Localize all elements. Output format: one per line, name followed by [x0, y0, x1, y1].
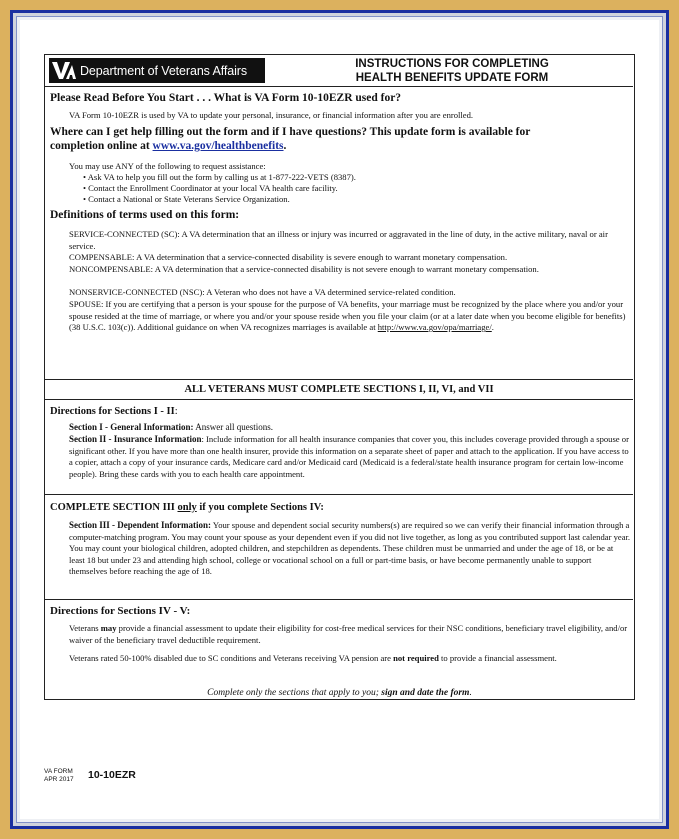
intro-text: VA Form 10-10EZR is used by VA to update your personal, insurance, or financial information after you are enrolled. — [69, 110, 474, 120]
marriage-guidance-link[interactable]: http://www.va.gov/opa/marriage/ — [377, 322, 492, 333]
definition-sc: SERVICE-CONNECTED (SC): A VA determination that an illness or injury was incurred or aggravated in the line of duty, in the active military, naval or air service. — [69, 229, 608, 251]
assist-intro: You may use ANY of the following to request assistance: — [69, 161, 266, 171]
instructions-form — [44, 54, 635, 700]
list-item: • Ask VA to help you fill out the form by calling us at 1-877-222-VETS (8387). — [83, 172, 356, 182]
all-veterans-banner: ALL VETERANS MUST COMPLETE SECTIONS I, II, VI, and VII — [45, 380, 633, 400]
title-line-1: INSTRUCTIONS FOR COMPLETING — [355, 58, 549, 70]
definitions-heading: Definitions of terms used on this form: — [50, 209, 240, 221]
financial-assessment-text: Veterans may provide a financial assessment to update their eligibility for cost-free medical services for their NSC conditions, beneficiary travel eligibility, and/or waiver of the beneficiary travel deductible requirement. — [69, 623, 628, 645]
list-item: • Contact a National or State Veterans Service Organization. — [83, 194, 290, 204]
form-number: 10-10EZR — [88, 769, 136, 781]
definition-nsc: NONSERVICE-CONNECTED (NSC): A Veteran who does not have a VA determined service-related condition. — [69, 287, 456, 297]
department-name: Department of Veterans Affairs — [80, 64, 248, 78]
not-required-text: Veterans rated 50-100% disabled due to SC conditions and Veterans receiving VA pension are not required to provide a financial assessment. — [69, 653, 557, 663]
form-title — [277, 57, 627, 85]
definition-spouse: SPOUSE: If you are certifying that a person is your spouse for the purpose of VA benefits, your marriage must be recognized by the place where you and/or your spouse resided at the time of marriage, or where you and/or your spouse reside when you file your claim (or at a later date when you become eligible for benefits) (38 U.S.C. 103(c)). Additional guidance on when VA recognizes marriages is available at http://www.va.gov/opa/marriage/. — [69, 299, 626, 333]
form-header — [45, 55, 633, 87]
section-3-heading: COMPLETE SECTION III only if you complete Sections IV: — [50, 502, 324, 513]
title-line-2: HEALTH BENEFITS UPDATE FORM — [355, 72, 549, 84]
intro-heading: Please Read Before You Start . . . What is VA Form 10-10EZR used for? — [50, 92, 402, 104]
intro-section — [45, 88, 633, 380]
section-3-text: Section III - Dependent Information: Your spouse and dependent social security numbers(s) are required so we can verify their financial information through a computer-matching program. You may count your spouse as your dependent even if you did not live together, as long as you contributed support last calendar year. You may count your biological children, adopted children, and stepchildren as dependents. These children must be unmarried and under the age of 18, or be at least 18 but under 23 and attending high school, college or vocational school on a full or part-time basis, or have become permanently unable to support themselves before reaching the age of 18. — [69, 520, 631, 577]
help-heading-line-2: completion online at www.va.gov/healthbenefits. — [50, 140, 287, 152]
list-item: • Contact the Enrollment Coordinator at your local VA health care facility. — [83, 183, 338, 193]
section-1-line: Section I - General Information: Answer all questions. — [69, 422, 273, 432]
section-3 — [45, 496, 633, 600]
sections-1-2-heading: Directions for Sections I - II: — [50, 406, 178, 417]
sections-4-5 — [45, 601, 633, 698]
section-2-text: Section II - Insurance Information: Include information for all health insurance companies that cover you, this includes coverage provided through a spouse or significant other. If you have more than one health insurer, provide this information on a separate sheet of paper and attach to the application. If you have access to a copier, attach a copy of your insurance cards, Medicare card and/or Medicaid card (Medicaid is a federal/state health insurance program for certain low-income people). Bring these cards with you to each health care appointment. — [69, 434, 629, 479]
healthbenefits-link[interactable]: www.va.gov/healthbenefits — [152, 140, 284, 152]
sections-1-2 — [45, 401, 633, 495]
sections-4-5-heading: Directions for Sections IV - V: — [50, 605, 191, 617]
completion-note: Complete only the sections that apply to you; sign and date the form. — [207, 688, 472, 698]
va-seal-icon — [51, 59, 77, 82]
help-heading-line-1: Where can I get help filling out the form and if I have questions? This update form is available for — [50, 126, 531, 138]
definition-compensable: COMPENSABLE: A VA determination that a service-connected disability is severe enough to warrant monetary compensation. — [69, 252, 508, 262]
definition-noncompensable: NONCOMPENSABLE: A VA determination that a service-connected disability is not severe enough to warrant monetary compensation. — [69, 264, 539, 274]
form-label: VA FORM APR 2017 — [44, 768, 74, 783]
document-page — [20, 20, 659, 819]
va-logo — [49, 58, 265, 83]
